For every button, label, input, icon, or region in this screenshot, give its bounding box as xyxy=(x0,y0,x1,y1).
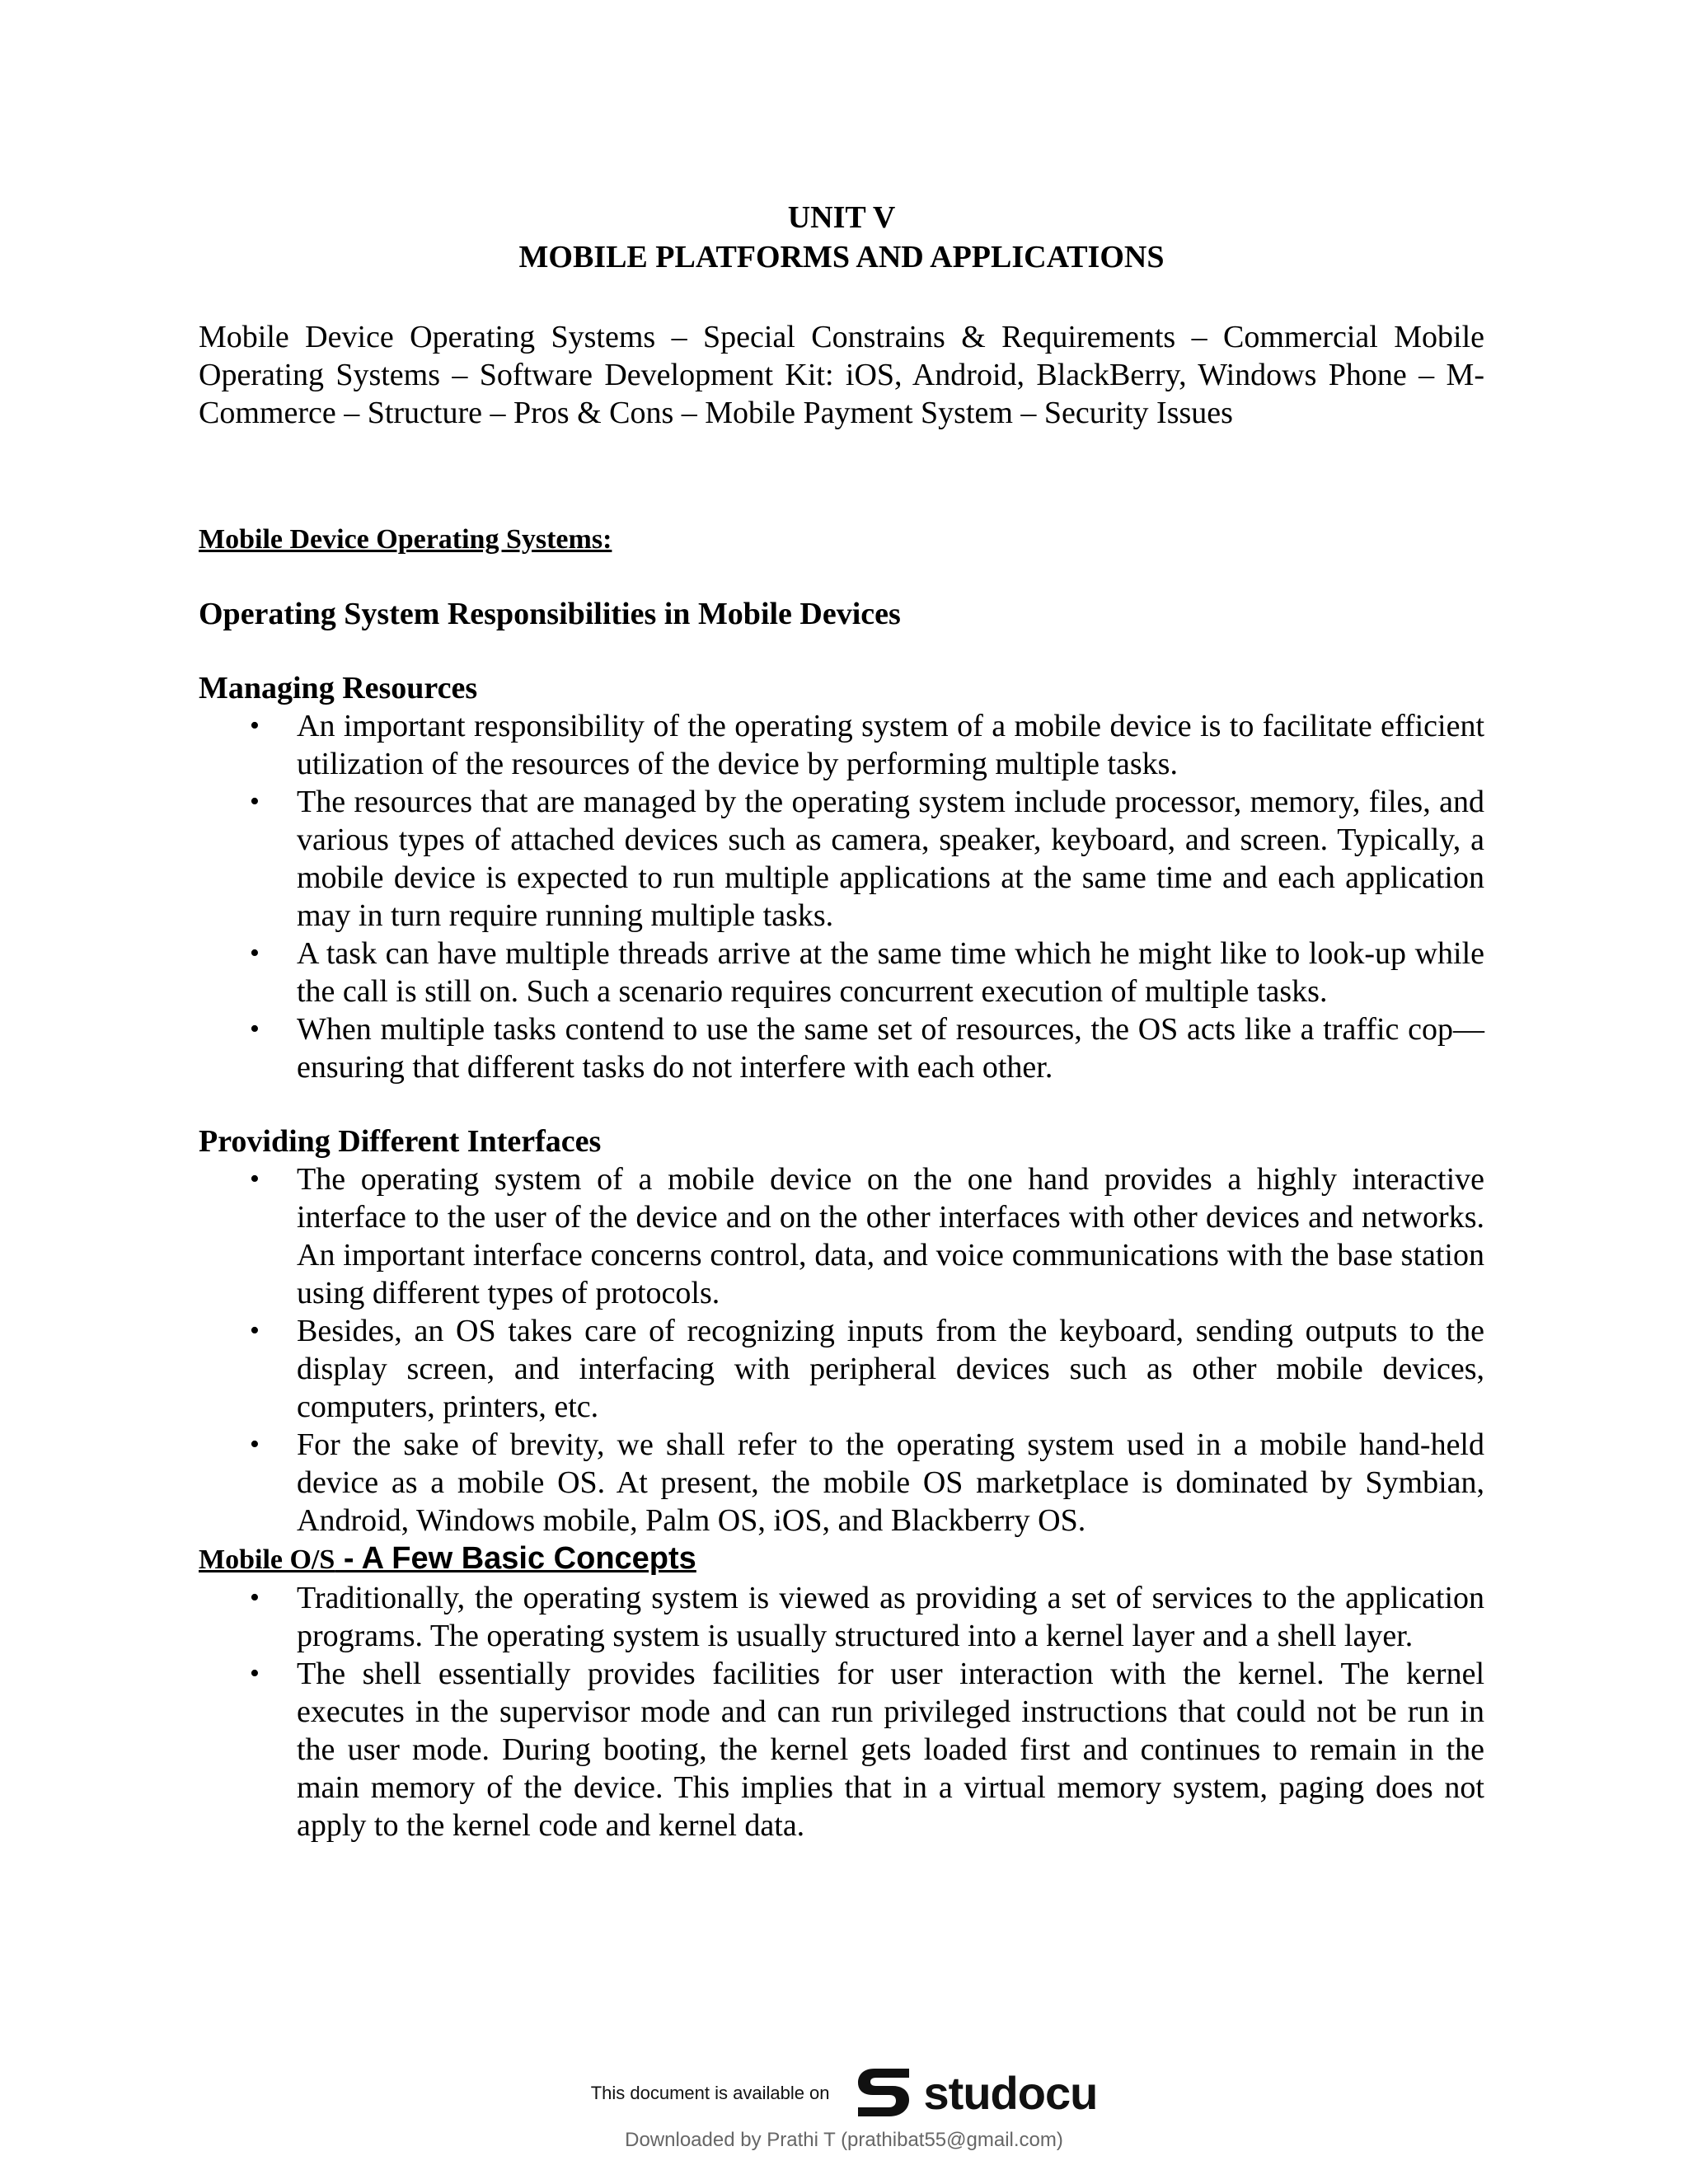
list-item: • Traditionally, the operating system is viewed as providing a set of services to the application programs. The operating system is usually structured into a kernel layer and a shell layer. xyxy=(250,1581,1484,1653)
bullet-dot-icon: • xyxy=(250,1582,260,1613)
bullet-dot-icon: • xyxy=(250,1164,260,1194)
interfaces-extra-list xyxy=(199,1426,1484,1540)
unit-name: MOBILE PLATFORMS AND APPLICATIONS xyxy=(518,240,1165,274)
studocu-logo-icon xyxy=(851,2060,916,2125)
bullet-dot-icon: • xyxy=(250,1658,260,1689)
concepts-list xyxy=(199,1579,1484,1844)
title-block xyxy=(199,198,1484,277)
studocu-link[interactable] xyxy=(851,2060,1098,2125)
downloaded-by-text: Downloaded by Prathi T (prathibat55@gmail.com) xyxy=(625,2129,1063,2151)
list-item: • The operating system of a mobile device on the one hand provides a highly interactive interface to the user of the device and on the other interfaces with other devices and networks. An important interface concerns control, data, and voice communications with the base station using different types of protocols. xyxy=(250,1162,1484,1310)
list-item: • An important responsibility of the operating system of a mobile device is to facilitate efficient utilization of the resources of the device by performing multiple tasks. xyxy=(250,709,1484,781)
list-item: • The shell essentially provides facilities for user interaction with the kernel. The kernel executes in the supervisor mode and can run privileged instructions that could not be run in the user mode. During booting, the kernel gets loaded first and continues to remain in the main memory of the device. This implies that in a virtual memory system, paging does not apply to the kernel code and kernel data. xyxy=(250,1657,1484,1843)
studocu-wordmark: studocu xyxy=(923,2067,1098,2119)
document-page xyxy=(199,198,1484,1844)
managing-resources-heading: Managing Resources xyxy=(199,671,478,705)
bullet-dot-icon: • xyxy=(250,938,260,968)
bullet-dot-icon: • xyxy=(250,710,260,741)
list-item: • A task can have multiple threads arrive at the same time which he might like to look-up while the call is still on. Such a scenario requires concurrent execution of multiple tasks. xyxy=(250,936,1484,1009)
managing-resources-list xyxy=(199,707,1484,1086)
footer-availability xyxy=(0,2060,1688,2125)
subsection-heading: Operating System Responsibilities in Mobile Devices xyxy=(199,597,901,631)
bullet-dot-icon: • xyxy=(250,786,260,817)
interfaces-heading: Providing Different Interfaces xyxy=(199,1124,602,1159)
list-item: • When multiple tasks contend to use the same set of resources, the OS acts like a traffic cop—ensuring that different tasks do not interfere with each other. xyxy=(250,1012,1484,1085)
bullet-dot-icon: • xyxy=(250,1315,260,1346)
list-item: • For the sake of brevity, we shall refer to the operating system used in a mobile hand-held device as a mobile OS. At present, the mobile OS marketplace is dominated by Symbian, Android, Windows mobile, Palm OS, iOS, and Blackberry OS. xyxy=(250,1427,1484,1538)
bullet-dot-icon: • xyxy=(250,1014,260,1044)
availability-text: This document is available on xyxy=(590,2082,830,2103)
unit-summary: Mobile Device Operating Systems – Special Constrains & Requirements – Commercial Mobile Operating Systems – Software Development Kit: iOS, Android, BlackBerry, Windows Phone – M-Commerce – Structure – Pros & Cons – Mobile Payment System – Security Issues xyxy=(199,320,1484,430)
interfaces-list xyxy=(199,1160,1484,1426)
unit-title: UNIT V xyxy=(787,200,896,235)
section-heading: Mobile Device Operating Systems: xyxy=(199,524,612,555)
page-footer xyxy=(0,2060,1688,2152)
bullet-dot-icon: • xyxy=(250,1429,260,1460)
list-item: • The resources that are managed by the operating system include processor, memory, files, and various types of attached devices such as camera, speaker, keyboard, and screen. Typically, a mobile device is expected to run multiple applications at the same time and each application may in turn require running multiple tasks. xyxy=(250,785,1484,933)
concepts-heading: Mobile O/S - A Few Basic Concepts xyxy=(199,1541,696,1576)
list-item: • Besides, an OS takes care of recognizing inputs from the keyboard, sending outputs to the display screen, and interfacing with peripheral devices such as other mobile devices, computers, printers, etc. xyxy=(250,1314,1484,1424)
